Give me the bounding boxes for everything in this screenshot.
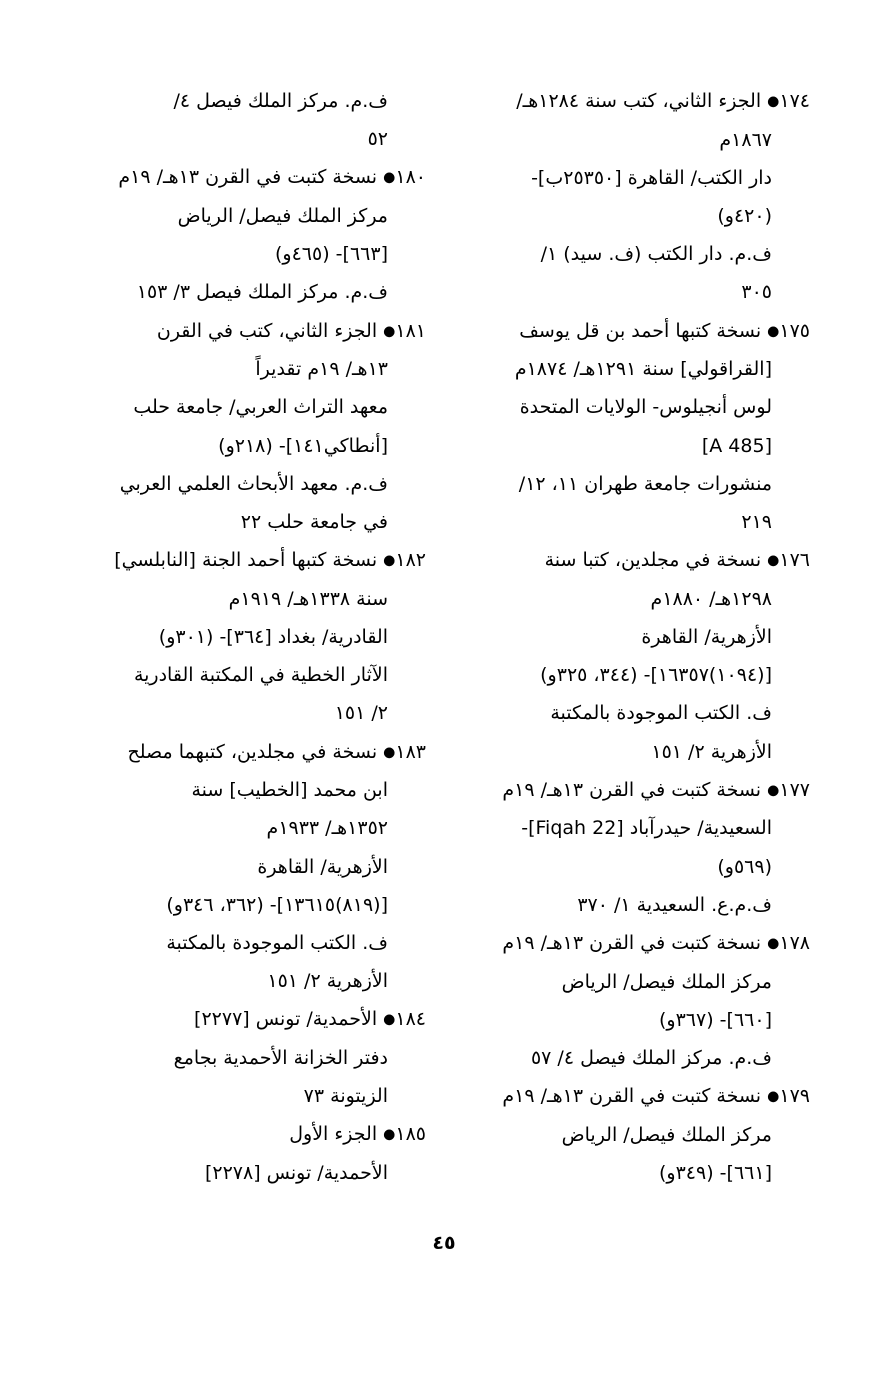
entry-line: ٥٢ xyxy=(367,128,388,151)
entry-line: (٥٦٩و) xyxy=(717,855,772,878)
entry-line: معهد التراث العربي/ جامعة حلب xyxy=(133,396,388,419)
entry-text: نسخة كتبها أحمد الجنة [النابلسي] xyxy=(114,549,378,572)
entry-line: [أنطاكي١٤١]- (٢١٨و) xyxy=(218,434,388,457)
entry-line: ف.م. دار الكتب (ف. سيد) ١/ xyxy=(540,243,772,266)
entry-line: ف.م. مركز الملك فيصل ٤/ xyxy=(173,90,388,112)
bullet-icon: ● xyxy=(383,169,396,186)
catalog-entry xyxy=(470,771,810,924)
entry-line: ١٣٥٢هـ/ ١٩٣٣م xyxy=(266,817,388,840)
entry-line: الزيتونة ٧٣ xyxy=(303,1085,388,1108)
entry-first-line xyxy=(470,541,810,580)
entry-line: الأزهرية/ القاهرة xyxy=(257,855,388,878)
entry-first-line xyxy=(82,1115,426,1154)
bullet-icon: ● xyxy=(767,782,780,799)
entry-line: الأزهرية ٢/ ١٥١ xyxy=(651,740,772,763)
entry-line: في جامعة حلب ٢٢ xyxy=(240,511,388,534)
entry-number: ١٧٧ xyxy=(779,778,810,801)
entry-line: ف. الكتب الموجودة بالمكتبة xyxy=(166,932,388,955)
entry-line: (٤٢٠و) xyxy=(717,205,772,227)
entry-line: دفتر الخزانة الأحمدية بجامع xyxy=(173,1047,388,1070)
entry-text: نسخة في مجلدين، كتبهما مصلح xyxy=(127,740,378,763)
entry-first-line xyxy=(470,1077,810,1116)
entry-line: الأزهرية/ القاهرة xyxy=(641,626,772,649)
catalog-entry xyxy=(470,1077,810,1192)
entry-line: [A 485] xyxy=(701,434,772,457)
entry-line: [٦٦٠]- (٣٦٧و) xyxy=(659,1008,772,1031)
bullet-icon: ● xyxy=(383,323,396,339)
entry-line: [القراقولي] سنة ١٢٩١هـ/ ١٨٧٤م xyxy=(514,358,772,381)
bullet-icon: ● xyxy=(767,323,780,339)
entry-first-line xyxy=(82,312,426,351)
entry-line: ف.م. مركز الملك فيصل ٣/ ١٥٣ xyxy=(136,281,388,304)
entry-line: سنة ١٣٣٨هـ/ ١٩١٩م xyxy=(228,587,388,610)
entry-first-line xyxy=(82,1000,426,1039)
entry-line: السعيدية/ حيدرآباد [Fiqah 22]- xyxy=(521,817,772,840)
catalog-entry xyxy=(82,733,426,1001)
catalog-entry xyxy=(82,82,426,158)
entry-text: نسخة كتبت في القرن ١٣هـ/ ١٩م xyxy=(502,932,762,955)
entry-line: مركز الملك فيصل/ الرياض xyxy=(177,205,388,227)
entry-first-line xyxy=(470,312,810,351)
entry-text: الأحمدية/ تونس [٢٢٧٧] xyxy=(194,1008,378,1031)
entry-text: الجزء الأول xyxy=(289,1123,378,1146)
entry-line: الآثار الخطية في المكتبة القادرية xyxy=(133,664,388,687)
entry-line: الأحمدية/ تونس [٢٢٧٨] xyxy=(204,1162,388,1185)
entry-number: ١٨٤ xyxy=(395,1008,426,1031)
catalog-entry xyxy=(470,924,810,1077)
entry-text: نسخة كتبها أحمد بن قل يوسف xyxy=(519,319,762,342)
catalog-entry xyxy=(470,541,810,771)
entry-line: [٦٦١]- (٣٤٩و) xyxy=(659,1162,772,1185)
entry-line: ابن محمد [الخطيب] سنة xyxy=(191,779,388,802)
entry-first-line xyxy=(470,771,810,810)
entry-line: ف. الكتب الموجودة بالمكتبة xyxy=(550,702,772,725)
entry-line: الأزهرية ٢/ ١٥١ xyxy=(267,970,388,993)
entry-text: نسخة كتبت في القرن ١٣هـ/ ١٩م xyxy=(118,166,378,189)
entry-line: ٢/ ١٥١ xyxy=(334,702,388,725)
entry-line: [(١٠٩٤)١٦٣٥٧]- (٣٤٤، ٣٢٥و) xyxy=(540,664,772,687)
entry-first-line xyxy=(82,158,426,197)
entry-number: ١٧٩ xyxy=(779,1085,810,1108)
bullet-icon: ● xyxy=(383,1011,396,1028)
bullet-icon: ● xyxy=(767,935,780,952)
bullet-icon: ● xyxy=(767,1088,780,1105)
catalog-entry xyxy=(82,158,426,311)
entry-line: ٣٠٥ xyxy=(741,281,772,304)
entry-text: الجزء الثاني، كتب سنة ١٢٨٤هـ/ xyxy=(516,90,762,112)
entry-number: ١٧٥ xyxy=(779,319,810,342)
entry-text: نسخة كتبت في القرن ١٣هـ/ ١٩م xyxy=(502,1085,762,1108)
bullet-icon: ● xyxy=(767,93,780,110)
entry-text: نسخة في مجلدين، كتبا سنة xyxy=(544,549,762,572)
bullet-icon: ● xyxy=(767,552,780,569)
entry-first-line xyxy=(82,733,426,772)
entry-line: ف.م.ع. السعيدية ١/ ٣٧٠ xyxy=(577,893,772,916)
page-number: ٤٥ xyxy=(432,1232,456,1254)
entry-first-line xyxy=(82,541,426,580)
entry-number: ١٨٢ xyxy=(395,549,426,572)
entry-text: الجزء الثاني، كتب في القرن xyxy=(156,319,378,342)
entry-line: ف.م. مركز الملك فيصل ٤/ ٥٧ xyxy=(530,1047,772,1070)
catalog-entry xyxy=(82,312,426,542)
entry-line: [(٨١٩)١٣٦١٥]- (٣٦٢، ٣٤٦و) xyxy=(166,893,388,916)
entry-line: مركز الملك فيصل/ الرياض xyxy=(561,970,772,993)
entry-line: ١٣هـ/ ١٩م تقديراً xyxy=(255,358,388,381)
entry-number: ١٧٨ xyxy=(779,932,810,955)
entry-line: لوس أنجيلوس- الولايات المتحدة xyxy=(519,396,772,419)
catalog-entry xyxy=(470,312,810,542)
entry-line: ١٨٦٧م xyxy=(719,128,772,151)
right-column xyxy=(470,82,810,1192)
entry-text: نسخة كتبت في القرن ١٣هـ/ ١٩م xyxy=(502,778,762,801)
entry-line: مركز الملك فيصل/ الرياض xyxy=(561,1123,772,1146)
entry-number: ١٨١ xyxy=(395,319,426,342)
catalog-entry xyxy=(82,541,426,732)
bullet-icon: ● xyxy=(383,552,396,569)
left-column xyxy=(82,82,426,1192)
entry-number: ١٨٠ xyxy=(395,166,426,189)
catalog-entry xyxy=(82,1115,426,1192)
entry-line: ١٢٩٨هـ/ ١٨٨٠م xyxy=(650,587,772,610)
entry-number: ١٨٥ xyxy=(395,1123,426,1146)
entry-first-line xyxy=(470,82,810,121)
bullet-icon: ● xyxy=(383,1126,396,1143)
catalog-entry xyxy=(470,82,810,312)
entry-first-line xyxy=(470,924,810,963)
entry-number: ١٨٣ xyxy=(395,740,426,763)
entry-number: ١٧٦ xyxy=(779,549,810,572)
entry-line: ٢١٩ xyxy=(741,511,772,534)
entry-line: دار الكتب/ القاهرة [٢٥٣٥٠ب]- xyxy=(531,166,772,189)
bullet-icon: ● xyxy=(383,744,396,761)
entry-line: منشورات جامعة طهران ١١، ١٢/ xyxy=(518,472,772,495)
entry-line: [٦٦٣]- (٤٦٥و) xyxy=(275,243,388,266)
catalog-entry xyxy=(82,1000,426,1115)
entry-number: ١٧٤ xyxy=(779,90,810,112)
entry-line: القادرية/ بغداد [٣٦٤]- (٣٠١و) xyxy=(158,626,388,649)
entry-line: ف.م. معهد الأبحاث العلمي العربي xyxy=(119,472,388,495)
